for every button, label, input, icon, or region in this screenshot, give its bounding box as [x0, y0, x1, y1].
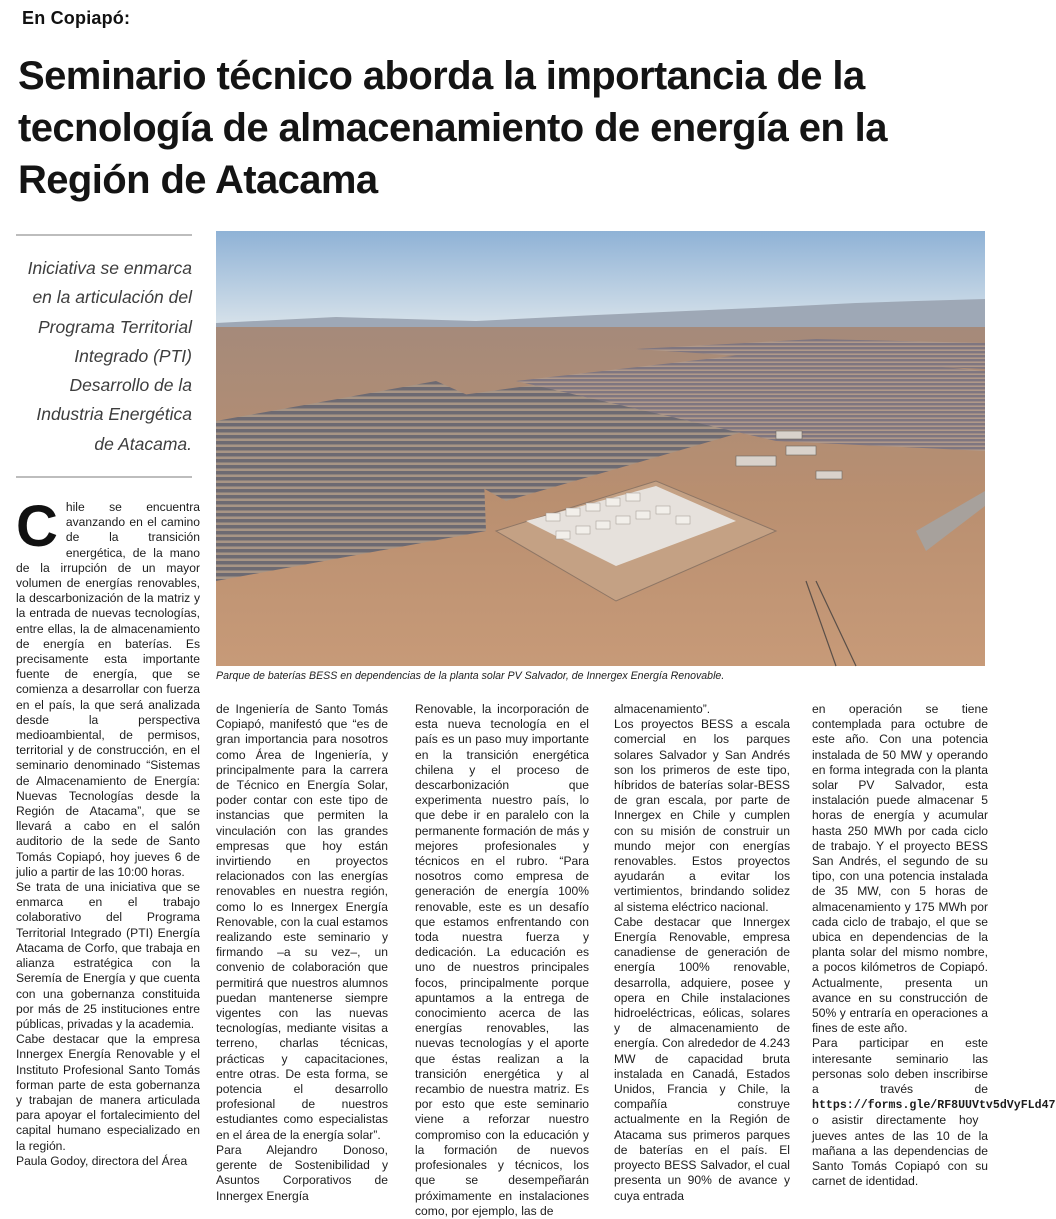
paragraph: Renovable, la incorporación de esta nueva tecnología en el país es un paso muy importante en la transición energética chilena y el proceso de descarbonización que experimenta nuestro país, lo que debe ir en paralelo con la permanente formación de más y mejores profesionales y técnicos en el rubro. “Para nosotros como empresa de generación de energía 100% renovable, este es un desafío que estamos enfrentando con toda nuestra fuerza y dedicación. La educación es uno de nuestros principales focos, principalmente porque apuntamos a la entrega de conocimiento acerca de las energías renovables, las nuevas tecnologías y el aporte que éstas realizan a la transición energética y al recambio de nuestra matriz. Es por esto que este seminario viene a reforzar nuestro compromiso con la educación y la formación de nuevos profesionales y técnicos, los que se desempeñarán próximamente en instalaciones como, por ejemplo, las de [415, 702, 589, 1218]
photo-illustration [216, 231, 985, 666]
solar-plant-photo [216, 231, 985, 666]
article-column-2 [216, 702, 388, 1203]
article-column-3 [415, 702, 589, 1218]
pull-quote: Iniciativa se enmarca en la articulación del Programa Territorial Integrado (PTI) Desarrollo de la Industria Energética de Atacama. [16, 234, 192, 478]
drop-cap: C [16, 494, 58, 559]
article-column-5 [812, 702, 1056, 1189]
paragraph-text: Para participar en este interesante seminario las personas solo deben inscribirse a través de [812, 1036, 988, 1097]
paragraph: hile se encuentra avanzando en el camino de la transición energética, de la mano de la irrupción de un mayor volumen de energías renovables, la descarbonización de la matriz y la entrada de nuevas tecnologías, entre ellas, la de almacenamiento de energía en baterías. Es precisamente esta importante fuente de energía, que se comienza a desarrollar con fuerza en el país, la que será analizada desde la perspectiva medioambiental, de permisos, territorial y de construcción, en el seminario denominado “Sistemas de Almacenamiento de Energía: Nuevas Tecnologías desde la Región de Atacama”, que se llevará a cabo en el salón auditorio de la sede de Santo Tomás Copiapó, hoy jueves 6 de julio a partir de las 10:00 horas. [16, 500, 200, 879]
paragraph [812, 1036, 1056, 1189]
paragraph: Cabe destacar que Innergex Energía Renovable, empresa canadiense de generación de energía 100% renovable, desarrolla, adquiere, posee y opera en Chile instalaciones hidroeléctricas, eólicas, solares y de almacenamiento de energía. Con alrededor de 4.243 MW de capacidad bruta instalada en Canadá, Estados Unidos, Francia y Chile, la compañía construye actualmente en la Región de Atacama sus primeros parques de baterías en el país. El proyecto BESS Salvador, el cual presenta un 90% de avance y cuya entrada [614, 914, 790, 1203]
paragraph: Cabe destacar que la empresa Innergex Energía Renovable y el Instituto Profesional Santo Tomás forman parte de esta gobernanza y trabajan de manera articulada para apoyar el fortalecimiento del capital humano especializado en la región. [16, 1032, 200, 1153]
paragraph: Paula Godoy, directora del Área [16, 1153, 188, 1168]
paragraph: Se trata de una iniciativa que se enmarca en el trabajo colaborativo del Programa Territorial Integrado (PTI) Energía Atacama de Corfo, que trabaja en alianza estratégica con la Seremía de Energía y que cuenta con una gobernanza constituida por más de 25 instituciones entre públicas, privadas y la academia. [16, 880, 200, 1031]
section-label: En Copiapó: [22, 8, 131, 28]
paragraph: de Ingeniería de Santo Tomás Copiapó, manifestó que “es de gran importancia para nosotros como Área de Ingeniería, y principalmente para la carrera de Técnico en Energía Solar, poder contar con este tipo de instancias que permiten la vinculación con las grandes empresas que hoy están invirtiendo en proyectos relacionados con las energías renovables en nuestra región, como lo es Innergex Energía Renovable, con la cual estamos realizando este seminario y firmando –a su vez–, un convenio de colaboración que permitirá que nuestros alumnos puedan mantenerse siempre vigentes con las nuevas tecnologías, mediante visitas a terreno, charlas técnicas, prácticas y capacitaciones, entre otras. De esta forma, se potencia el desarrollo profesional de nuestros estudiantes como especialistas en el área de la energía solar”. [216, 702, 388, 1142]
registration-link[interactable]: https://forms.gle/RF8UUVtv5dVyFLd47 [812, 1099, 1056, 1113]
paragraph: Para Alejandro Donoso, gerente de Sostenibilidad y Asuntos Corporativos de Innergex Energía [216, 1142, 388, 1203]
paragraph: almacenamiento”. [614, 702, 711, 716]
paragraph: en operación se tiene contemplada para octubre de este año. Con una potencia instalada de 50 MW y operando en forma integrada con la planta solar PV Salvador, esta instalación puede almacenar 5 horas de energía y acumular hasta 250 MWh por cada ciclo de trabajo. Y el proyecto BESS San Andrés, el segundo de su tipo, con una potencia instalada de 35 MW, con 5 horas de almacenamiento y 175 MWh por cada ciclo de trabajo, el que se ubica en dependencias de la planta solar del mismo nombre, a pocos kilómetros de Copiapó. Actualmente, presenta un avance en su construcción de 50% y entraría en operaciones a fines de este año. [812, 702, 988, 1036]
photo-caption: Parque de baterías BESS en dependencias de la planta solar PV Salvador, de Innergex Energía Renovable. [216, 670, 725, 682]
paragraph: Los proyectos BESS a escala comercial en los parques solares Salvador y San Andrés son los primeros de este tipo, híbridos de baterías solar-BESS de gran escala, por parte de Innergex en Chile y cumplen con su misión de construir un mundo mejor con energías renovables. Estos proyectos ayudarán a evitar los vertimientos, brindando solidez al sistema eléctrico nacional. [614, 717, 790, 914]
paragraph-text: o asistir directamente hoy jueves antes de las 10 de la mañana a las dependencias de Santo Tomás Copiapó con su carnet de identidad. [812, 1113, 988, 1189]
article-column-4 [614, 702, 790, 1203]
headline: Seminario técnico aborda la importancia de la tecnología de almacenamiento de energía en la Región de Atacama [18, 54, 887, 202]
article-column-1 [16, 494, 200, 1172]
